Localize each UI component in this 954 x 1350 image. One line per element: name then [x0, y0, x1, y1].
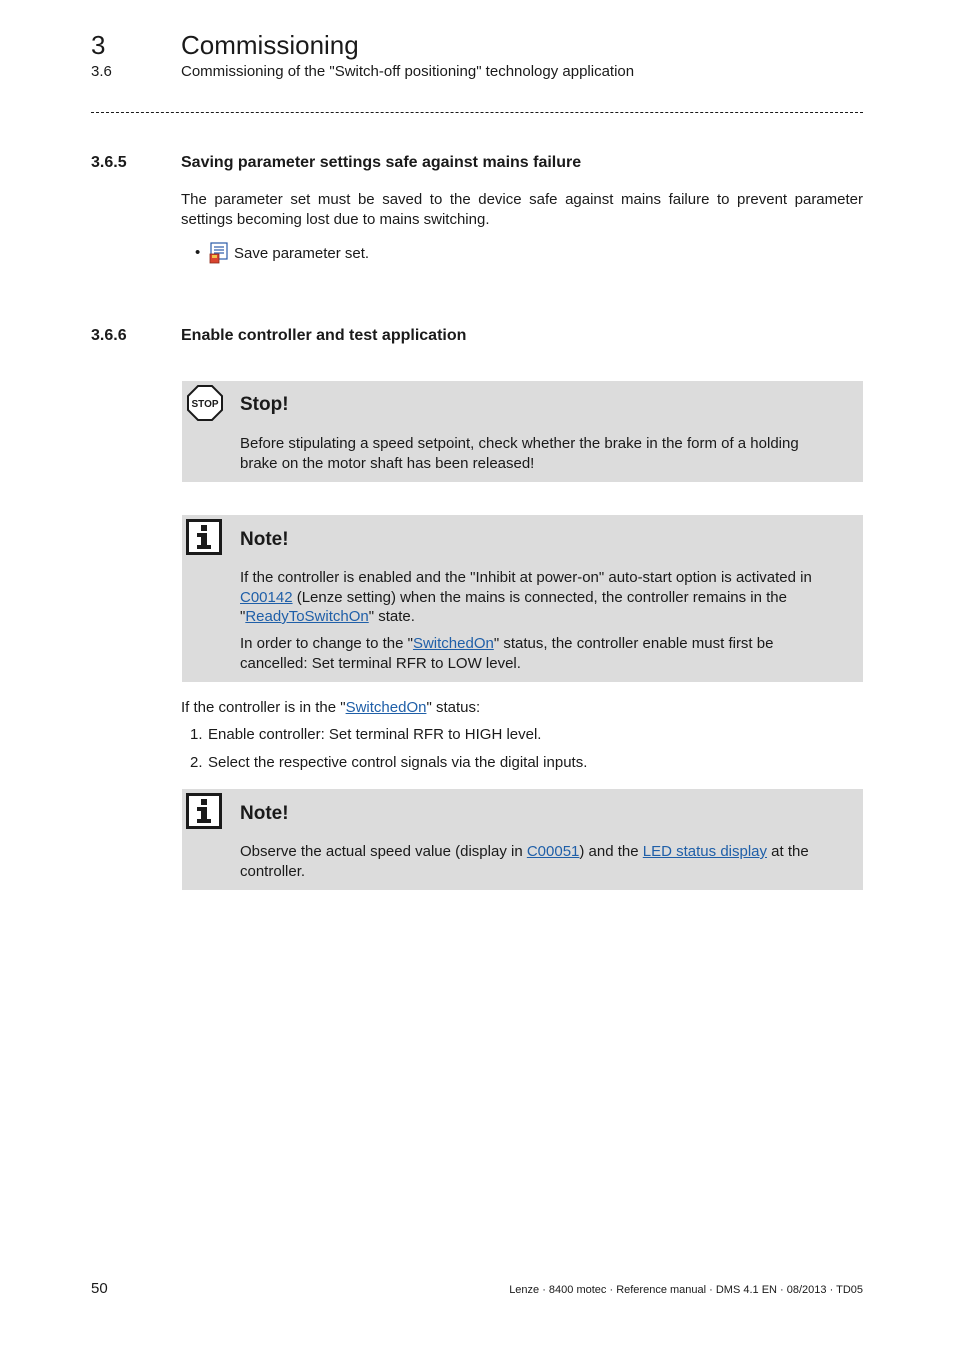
note-line: Observe the actual speed value (display in C00051) and the LED status display at the	[240, 843, 809, 860]
header-divider	[91, 112, 863, 113]
note-title: Note!	[240, 529, 289, 550]
step-marker: 1.	[190, 726, 203, 743]
section-number: 3.6.6	[91, 327, 127, 344]
link-ready-to-switch-on[interactable]: ReadyToSwitchOn	[245, 608, 369, 625]
header-section-number: 3.6	[91, 63, 112, 80]
chapter-number: 3	[91, 30, 106, 60]
note-line: If the controller is enabled and the "Inhibit at power-on" auto-start option is activated in	[240, 569, 812, 586]
header-section-title: Commissioning of the "Switch-off positioning" technology application	[181, 63, 635, 80]
link-led-status-display[interactable]: LED status display	[642, 843, 768, 860]
stop-text: Before stipulating a speed setpoint, check whether the brake in the form of a holding brake on the motor shaft has been released!	[240, 435, 799, 472]
status-paragraph: If the controller is in the "SwitchedOn" status:	[181, 699, 481, 716]
note-paragraph	[240, 568, 860, 627]
note-title: Note!	[240, 803, 289, 824]
stop-box	[182, 381, 863, 482]
link-c00142[interactable]: C00142	[240, 588, 293, 606]
chapter-title: Commissioning	[181, 30, 359, 60]
link-switched-on[interactable]: SwitchedOn	[412, 635, 494, 652]
section-number: 3.6.5	[91, 154, 127, 171]
step-text: Enable controller: Set terminal RFR to HIGH level.	[208, 726, 542, 743]
link-switched-on[interactable]: SwitchedOn	[345, 699, 427, 716]
bullet-marker: •	[195, 244, 201, 261]
info-icon	[186, 793, 222, 829]
stop-icon-text: STOP	[191, 399, 219, 410]
note-paragraph	[240, 842, 860, 881]
note-line: C00142 (Lenze setting) when the mains is connected, the controller remains in the	[240, 588, 787, 606]
stop-sign-icon	[186, 384, 224, 422]
info-icon	[186, 519, 222, 555]
stop-title: Stop!	[240, 394, 289, 415]
note-line: cancelled: Set terminal RFR to LOW level.	[240, 654, 521, 672]
section-title: Enable controller and test application	[181, 327, 467, 344]
bullet-text: Save parameter set.	[234, 245, 370, 262]
note-line: controller.	[240, 862, 306, 880]
note-box	[182, 789, 863, 890]
note-paragraph	[240, 634, 860, 673]
step-text: Select the respective control signals via the digital inputs.	[208, 754, 588, 771]
note-box	[182, 515, 863, 682]
note-line: In order to change to the "SwitchedOn" status, the controller enable must first be	[240, 635, 774, 652]
save-parameter-set-icon[interactable]	[209, 242, 229, 264]
note-line: "ReadyToSwitchOn" state.	[240, 608, 415, 625]
section-paragraph: The parameter set must be saved to the device safe against mains failure to prevent parameter settings becoming lost due to mains switching.	[181, 191, 863, 228]
link-c00051[interactable]: C00051	[526, 843, 580, 860]
page-number: 50	[91, 1280, 108, 1297]
section-title: Saving parameter settings safe against mains failure	[181, 154, 582, 171]
footer-doc-info: Lenze · 8400 motec · Reference manual · DMS 4.1 EN · 08/2013 · TD05	[509, 1284, 863, 1296]
step-marker: 2.	[190, 754, 203, 771]
